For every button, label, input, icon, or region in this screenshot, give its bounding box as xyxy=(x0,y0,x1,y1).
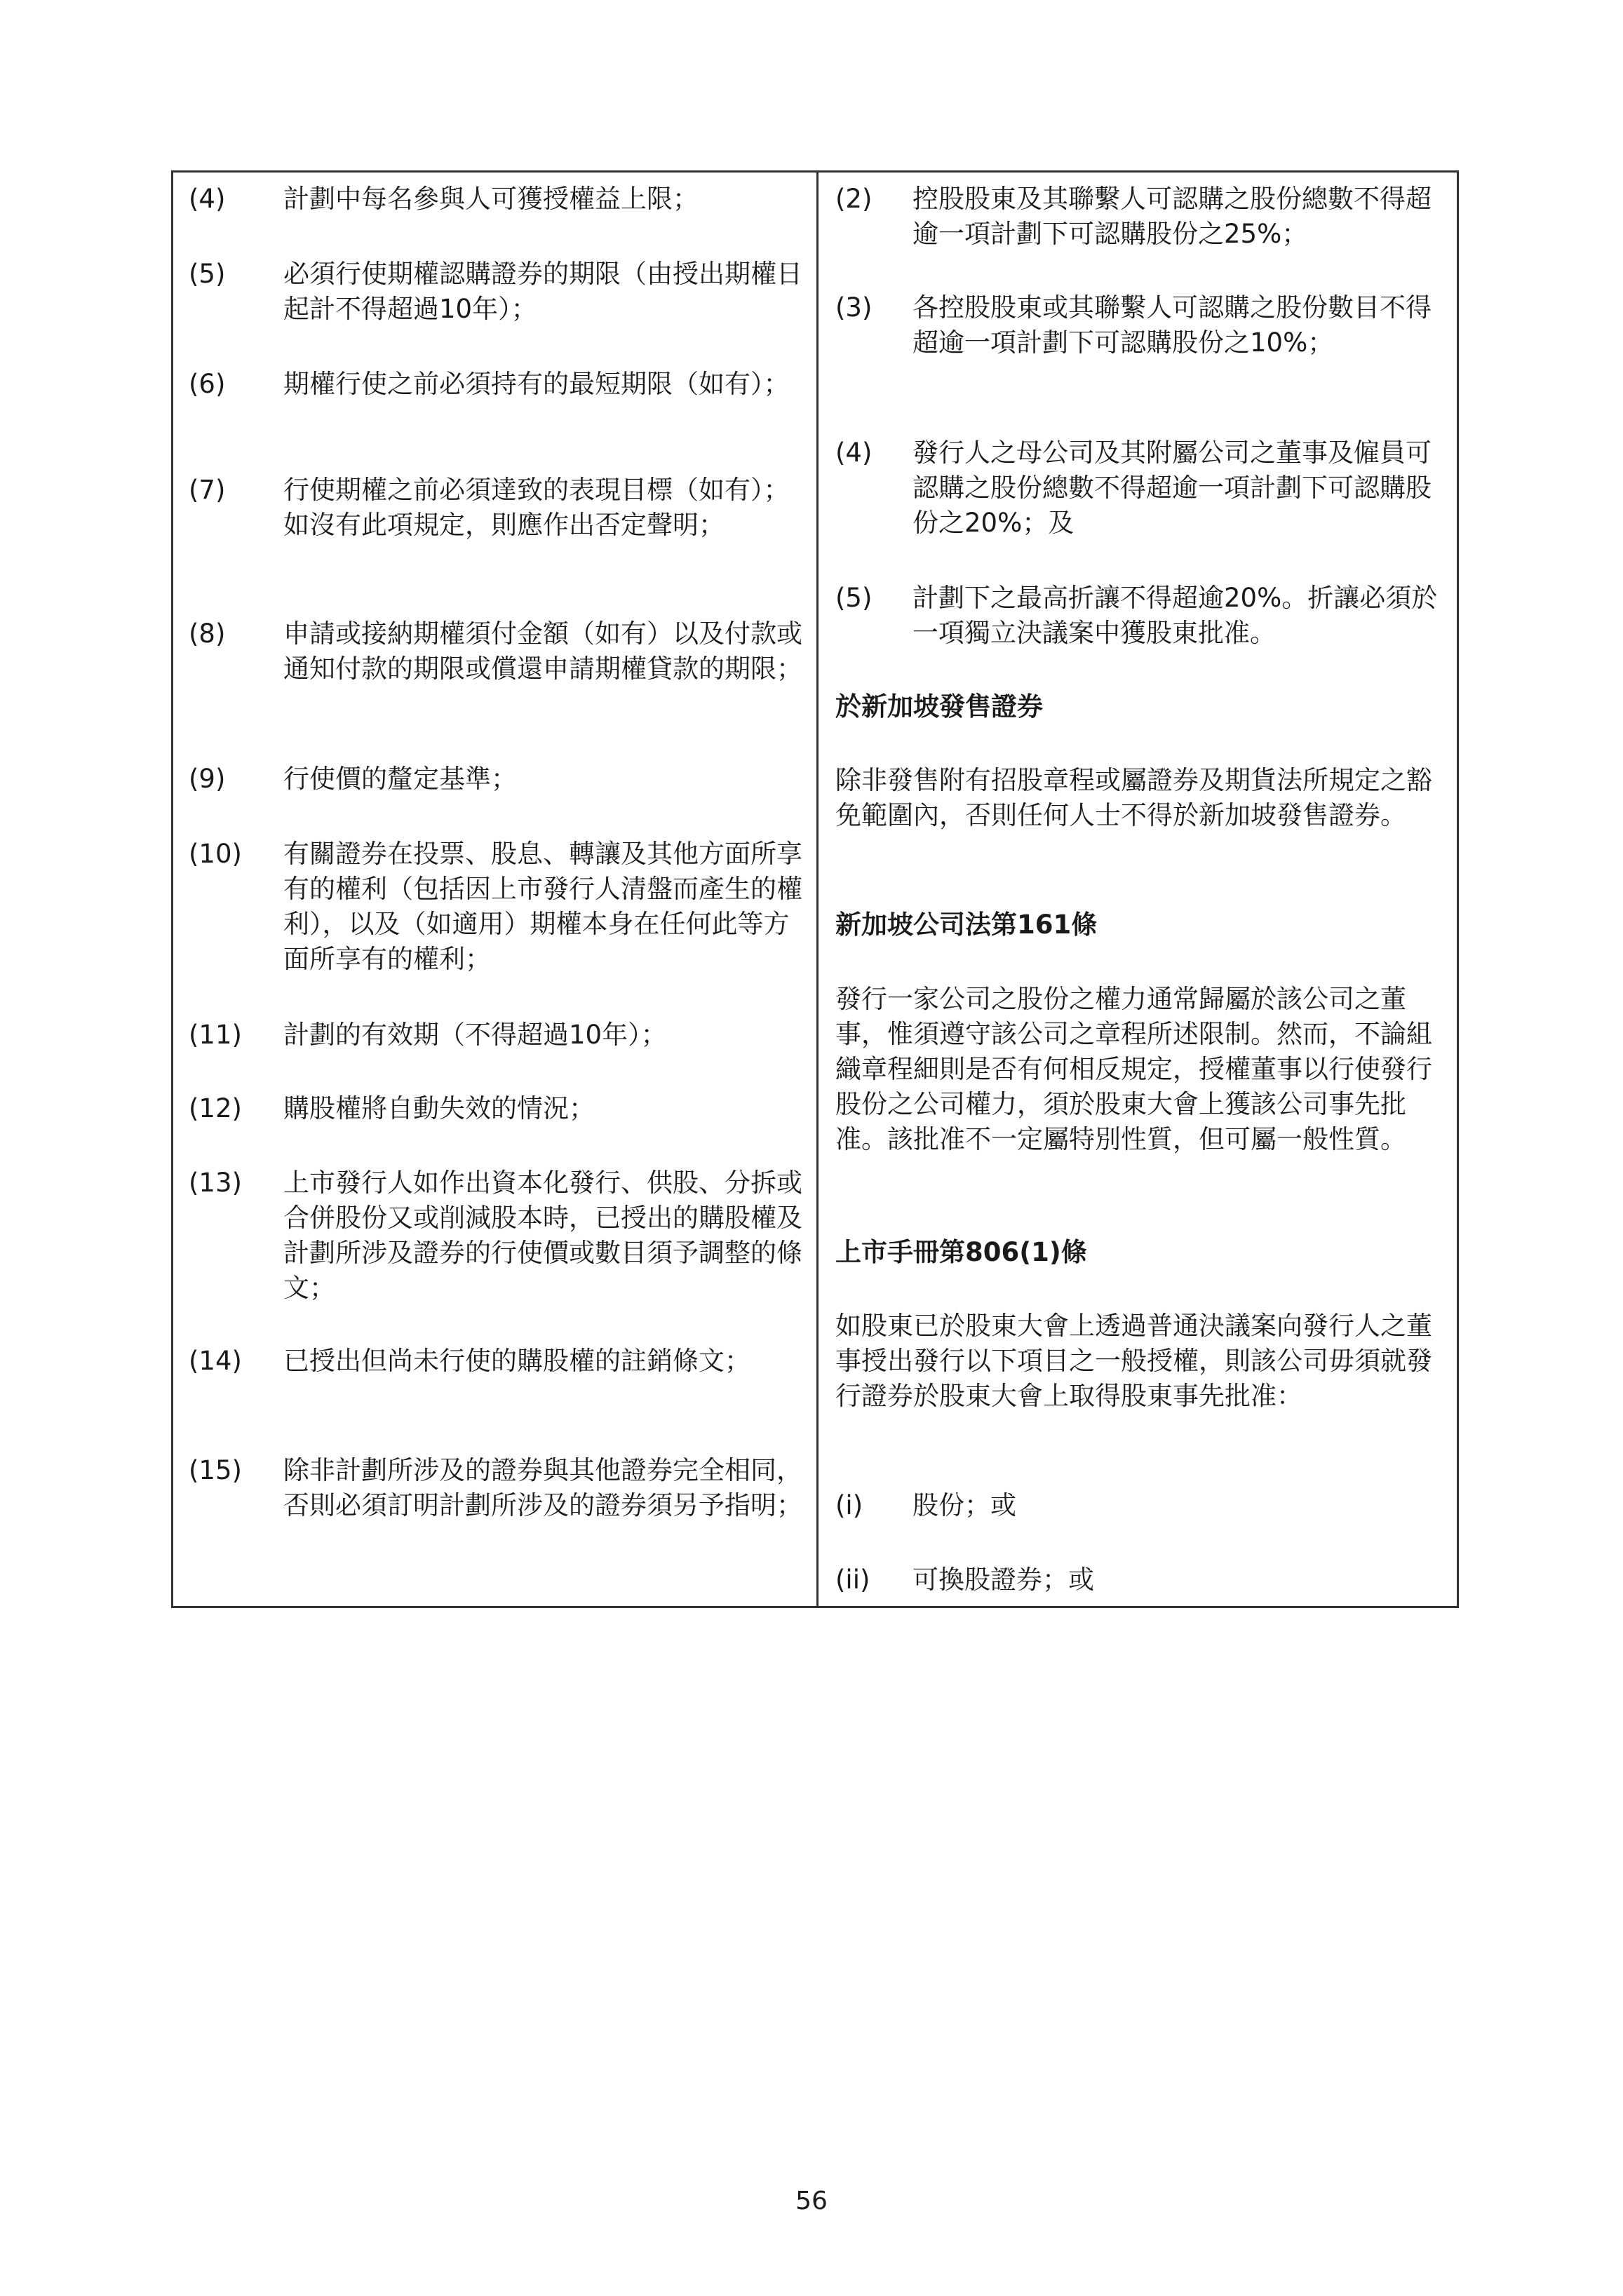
item-text: 必須行使期權認購證券的期限（由授出期權日起計不得超過10年）； xyxy=(283,259,802,324)
item-text: 可換股證券；或 xyxy=(912,1565,1094,1595)
item-text: 購股權將自動失效的情況； xyxy=(283,1093,595,1123)
scheme-term-item xyxy=(189,1166,806,1306)
item-text: 股份；或 xyxy=(912,1490,1016,1520)
item-number: (5) xyxy=(189,259,226,289)
scheme-term-item xyxy=(189,1344,806,1379)
item-text: 除非計劃所涉及的證券與其他證券完全相同，否則必須訂明計劃所涉及的證券須另予指明； xyxy=(283,1455,802,1520)
item-number: (8) xyxy=(189,619,226,649)
item-text: 上市發行人如作出資本化發行、供股、分拆或合併股份又或削減股本時，已授出的購股權及計劃所涉及證券的行使價或數目須予調整的條文； xyxy=(283,1168,802,1303)
section-heading: 上市手冊第806(1)條 xyxy=(835,1237,1087,1267)
item-text: 行使期權之前必須達致的表現目標（如有）；如沒有此項規定，則應作出否定聲明； xyxy=(283,475,790,540)
item-text: 行使價的釐定基準； xyxy=(283,764,517,794)
item-text: 計劃的有效期（不得超過10年）； xyxy=(283,1020,667,1050)
item-number: (9) xyxy=(189,764,226,794)
item-number: (5) xyxy=(835,583,873,613)
scheme-term-item xyxy=(189,1453,806,1523)
item-text: 已授出但尚未行使的購股權的註銷條文； xyxy=(283,1346,750,1376)
item-number: (i) xyxy=(835,1490,863,1520)
limit-item xyxy=(835,581,1444,651)
item-text: 發行人之母公司及其附屬公司之董事及僱員可認購之股份總數不得超逾一項計劃下可認購股份之20%；及 xyxy=(912,438,1432,538)
item-number: (15) xyxy=(189,1455,242,1485)
scheme-term-item xyxy=(189,762,806,797)
item-number: (13) xyxy=(189,1168,242,1198)
item-number: (2) xyxy=(835,184,873,214)
section-paragraph: 如股東已於股東大會上透過普通決議案向發行人之董事授出發行以下項目之一般授權，則該公司毋須就發行證券於股東大會上取得股東事先批准： xyxy=(835,1311,1432,1411)
item-number: (6) xyxy=(189,369,226,399)
item-text: 控股股東及其聯繫人可認購之股份總數不得超逾一項計劃下可認購股份之25%； xyxy=(912,184,1432,249)
item-text: 期權行使之前必須持有的最短期限（如有）； xyxy=(283,369,790,399)
scheme-term-item xyxy=(189,837,806,977)
item-number: (14) xyxy=(189,1346,242,1376)
scheme-term-item xyxy=(189,1091,806,1126)
section-heading: 於新加坡發售證券 xyxy=(835,691,1043,722)
limit-item xyxy=(835,435,1444,541)
scheme-term-item xyxy=(189,367,806,402)
scheme-term-item xyxy=(189,257,806,327)
section-paragraph: 除非發售附有招股章程或屬證券及期貨法所規定之豁免範圍內，否則任何人士不得於新加坡發售證券。 xyxy=(835,765,1432,830)
item-text: 各控股股東或其聯繫人可認購之股份數目不得超逾一項計劃下可認購股份之10%； xyxy=(912,292,1432,358)
item-text: 有關證券在投票、股息、轉讓及其他方面所享有的權利（包括因上市發行人清盤而產生的權利），以及（如適用）期權本身在任何此等方面所享有的權利； xyxy=(283,839,802,974)
section-paragraph: 發行一家公司之股份之權力通常歸屬於該公司之董事，惟須遵守該公司之章程所述限制。然而，不論組織章程細則是否有何相反規定，授權董事以行使發行股份之公司權力，須於股東大會上獲該公司事先批准。該批准不一定屬特別性質，但可屬一般性質。 xyxy=(835,984,1432,1154)
item-number: (ii) xyxy=(835,1565,870,1595)
item-text: 申請或接納期權須付金額（如有）以及付款或通知付款的期限或償還申請期權貸款的期限； xyxy=(283,619,802,684)
limit-item xyxy=(835,290,1444,360)
scheme-term-item xyxy=(189,1018,806,1053)
section-heading: 新加坡公司法第161條 xyxy=(835,910,1098,940)
item-number: (7) xyxy=(189,475,226,505)
item-text: 計劃中每名參與人可獲授權益上限； xyxy=(283,184,699,214)
page-number: 56 xyxy=(795,2187,828,2215)
scheme-term-item xyxy=(189,473,806,543)
scheme-term-item xyxy=(189,182,806,217)
scheme-term-item xyxy=(189,616,806,687)
item-number: (10) xyxy=(189,839,242,869)
issuance-item xyxy=(835,1562,1444,1598)
item-number: (12) xyxy=(189,1093,242,1123)
column-divider xyxy=(816,173,819,1606)
issuance-item xyxy=(835,1488,1444,1523)
item-number: (4) xyxy=(189,184,226,214)
item-text: 計劃下之最高折讓不得超逾20%。折讓必須於一項獨立決議案中獲股東批准。 xyxy=(912,583,1438,648)
content-table xyxy=(171,170,1459,1608)
item-number: (3) xyxy=(835,292,873,323)
limit-item xyxy=(835,182,1444,252)
item-number: (11) xyxy=(189,1020,242,1050)
item-number: (4) xyxy=(835,438,873,468)
